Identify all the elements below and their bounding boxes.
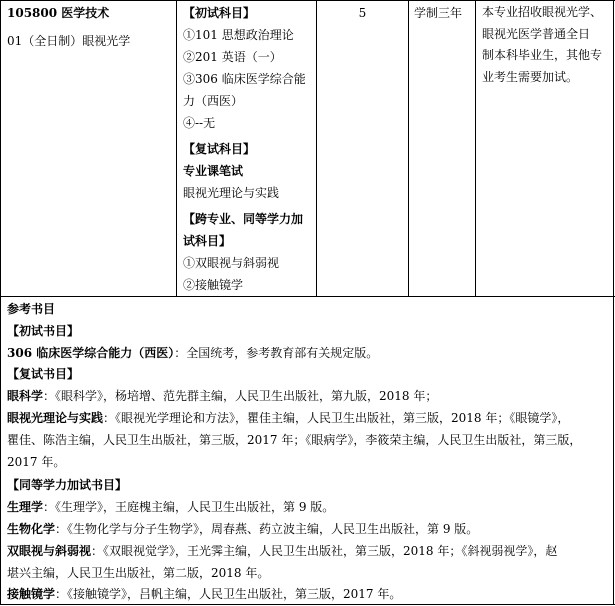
table-right-border	[613, 0, 614, 605]
retest-subjects-header: 【复试科目】	[183, 142, 256, 156]
references-retest-header: 【复试书目】	[7, 367, 80, 382]
retest-subject-item: 眼视光理论与实践	[183, 186, 280, 200]
entry-label: 接触镜学	[7, 587, 56, 602]
entry-text: ：《生理学》，王庭槐主编，人民卫生出版社，第 9 版。	[43, 500, 335, 515]
reference-entry-ophthalmology	[7, 386, 611, 408]
cross-subjects-header: 【跨专业、同等学力加	[183, 212, 304, 226]
notes-cell	[482, 2, 612, 88]
program-cell	[7, 2, 172, 52]
entry-text: ：全国统考，参考教育部有关规定版。	[174, 345, 379, 360]
enrollment-count: 5	[358, 6, 367, 20]
references-equiv-header: 【同等学力加试书目】	[7, 478, 128, 493]
program-direction: 01（全日制）眼视光学	[7, 34, 131, 48]
column-divider	[408, 0, 409, 297]
reference-entry-biochemistry	[7, 519, 611, 541]
enrollment-cell	[317, 2, 408, 24]
references-title: 参考书目	[7, 302, 56, 316]
program-duration: 学制三年	[414, 6, 463, 20]
table-top-border	[0, 0, 615, 1]
reference-entry-contact-lens	[7, 584, 611, 606]
retest-subheader: 专业课笔试	[183, 164, 244, 178]
initial-subjects-header: 【初试科目】	[183, 6, 256, 20]
entry-text: ：《双眼视觉学》，王光霁主编，人民卫生出版社，第三版，2018 年；《斜视弱视学》，赵	[91, 543, 558, 558]
reference-entry-physiology	[7, 497, 611, 519]
references-initial-entry	[7, 343, 611, 365]
row-divider	[0, 296, 615, 297]
column-divider	[316, 0, 317, 297]
entry-text: ：《接触镜学》，吕帆主编，人民卫生出版社，第三版，2017 年。	[55, 587, 402, 602]
table-left-border	[0, 0, 1, 605]
reference-entry-binocular	[7, 541, 611, 563]
program-code-name: 105800 医学技术	[7, 6, 110, 20]
notes-line: 业考生需要加试。	[482, 69, 579, 84]
reference-entry-optometry	[7, 408, 611, 430]
entry-text: ：《生物化学与分子生物学》，周春燕、药立波主编，人民卫生出版社，第 9 版。	[55, 521, 479, 536]
entry-label: 生物化学	[7, 521, 56, 536]
notes-line: 制本科毕业生，其他专	[482, 48, 603, 62]
notes-line: 眼视光医学普通全日	[482, 26, 591, 41]
entry-label: 306 临床医学综合能力（西医）	[7, 345, 175, 360]
cross-subjects-header-cont: 试科目】	[183, 234, 232, 248]
entry-label: 眼科学	[7, 389, 44, 404]
notes-line: 本专业招收眼视光学、	[482, 5, 603, 19]
initial-subject-item: ②201 英语（一）	[183, 50, 282, 64]
initial-subject-item: ③306 临床医学综合能	[183, 72, 306, 86]
references-section	[7, 299, 611, 606]
entry-label: 眼视光理论与实践	[7, 410, 104, 425]
cross-subject-item: ①双眼视与斜弱视	[183, 256, 280, 270]
initial-subject-item: ①101 思想政治理论	[183, 28, 294, 42]
entry-label: 生理学	[7, 500, 44, 515]
column-divider	[475, 0, 476, 297]
entry-text: ：《眼科学》，杨培增、范先群主编，人民卫生出版社，第九版，2018 年；	[43, 389, 438, 404]
entry-text: ：《眼视光学理论和方法》，瞿佳主编，人民卫生出版社，第三版，2018 年；《眼镜学》，	[103, 410, 570, 425]
cross-subject-item: ②接触镜学	[183, 278, 244, 292]
reference-entry-optometry-cont: 2017 年。	[7, 454, 66, 469]
column-divider	[176, 0, 177, 297]
subjects-cell	[183, 2, 315, 296]
entry-label: 双眼视与斜弱视	[7, 543, 92, 558]
initial-subject-item: ④--无	[183, 116, 216, 130]
reference-entry-optometry-cont: 瞿佳、陈浩主编，人民卫生出版社，第三版，2017 年；《眼病学》，李筱荣主编，人民卫生出版社，第三版，	[7, 432, 582, 447]
references-initial-header: 【初试书目】	[7, 323, 80, 338]
reference-entry-binocular-cont: 堪兴主编，人民卫生出版社，第二版，2018 年。	[7, 565, 270, 580]
initial-subject-item: 力（西医）	[183, 94, 244, 108]
duration-cell	[414, 2, 476, 24]
